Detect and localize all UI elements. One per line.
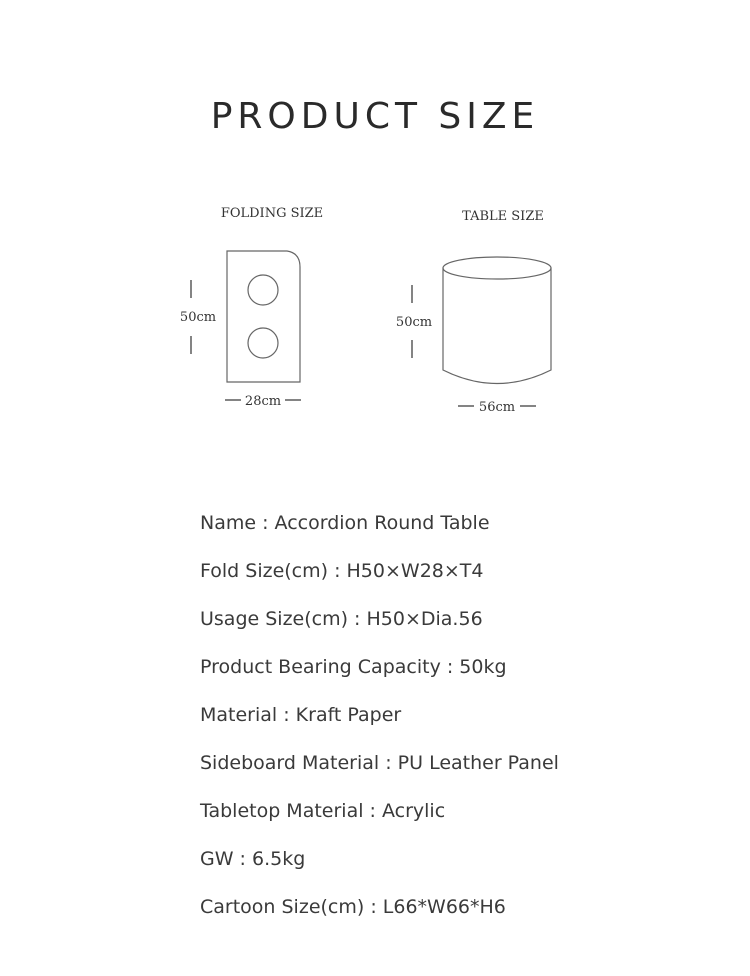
table-top-ellipse	[443, 257, 551, 279]
spec-name: Name : Accordion Round Table	[200, 512, 490, 534]
panel-hole-bottom	[248, 328, 278, 358]
folded-panel-shape	[227, 251, 300, 382]
size-diagram-svg	[0, 190, 750, 430]
spec-material: Material : Kraft Paper	[200, 704, 402, 726]
folding-size-diagram	[180, 206, 323, 409]
spec-list	[200, 505, 720, 937]
spec-sideboard-material: Sideboard Material : PU Leather Panel	[200, 752, 559, 774]
table-width-label: 56cm	[478, 400, 516, 415]
table-body-shape	[443, 268, 551, 384]
folding-height-label: 50cm	[179, 310, 217, 325]
size-diagram	[0, 190, 750, 430]
spec-carton-size: Cartoon Size(cm) : L66*W66*H6	[200, 896, 506, 918]
table-size-label: TABLE SIZE	[462, 209, 544, 224]
spec-usage-size: Usage Size(cm) : H50×Dia.56	[200, 608, 483, 630]
spec-bearing-capacity: Product Bearing Capacity : 50kg	[200, 656, 507, 678]
page-title: PRODUCT SIZE	[210, 96, 540, 137]
spec-gross-weight: GW : 6.5kg	[200, 848, 306, 870]
table-size-diagram	[396, 209, 551, 415]
table-height-label: 50cm	[395, 315, 433, 330]
spec-fold-size: Fold Size(cm) : H50×W28×T4	[200, 560, 484, 582]
panel-hole-top	[248, 275, 278, 305]
folding-width-label: 28cm	[244, 394, 282, 409]
spec-tabletop-material: Tabletop Material : Acrylic	[200, 800, 446, 822]
folding-size-label: FOLDING SIZE	[220, 206, 324, 221]
